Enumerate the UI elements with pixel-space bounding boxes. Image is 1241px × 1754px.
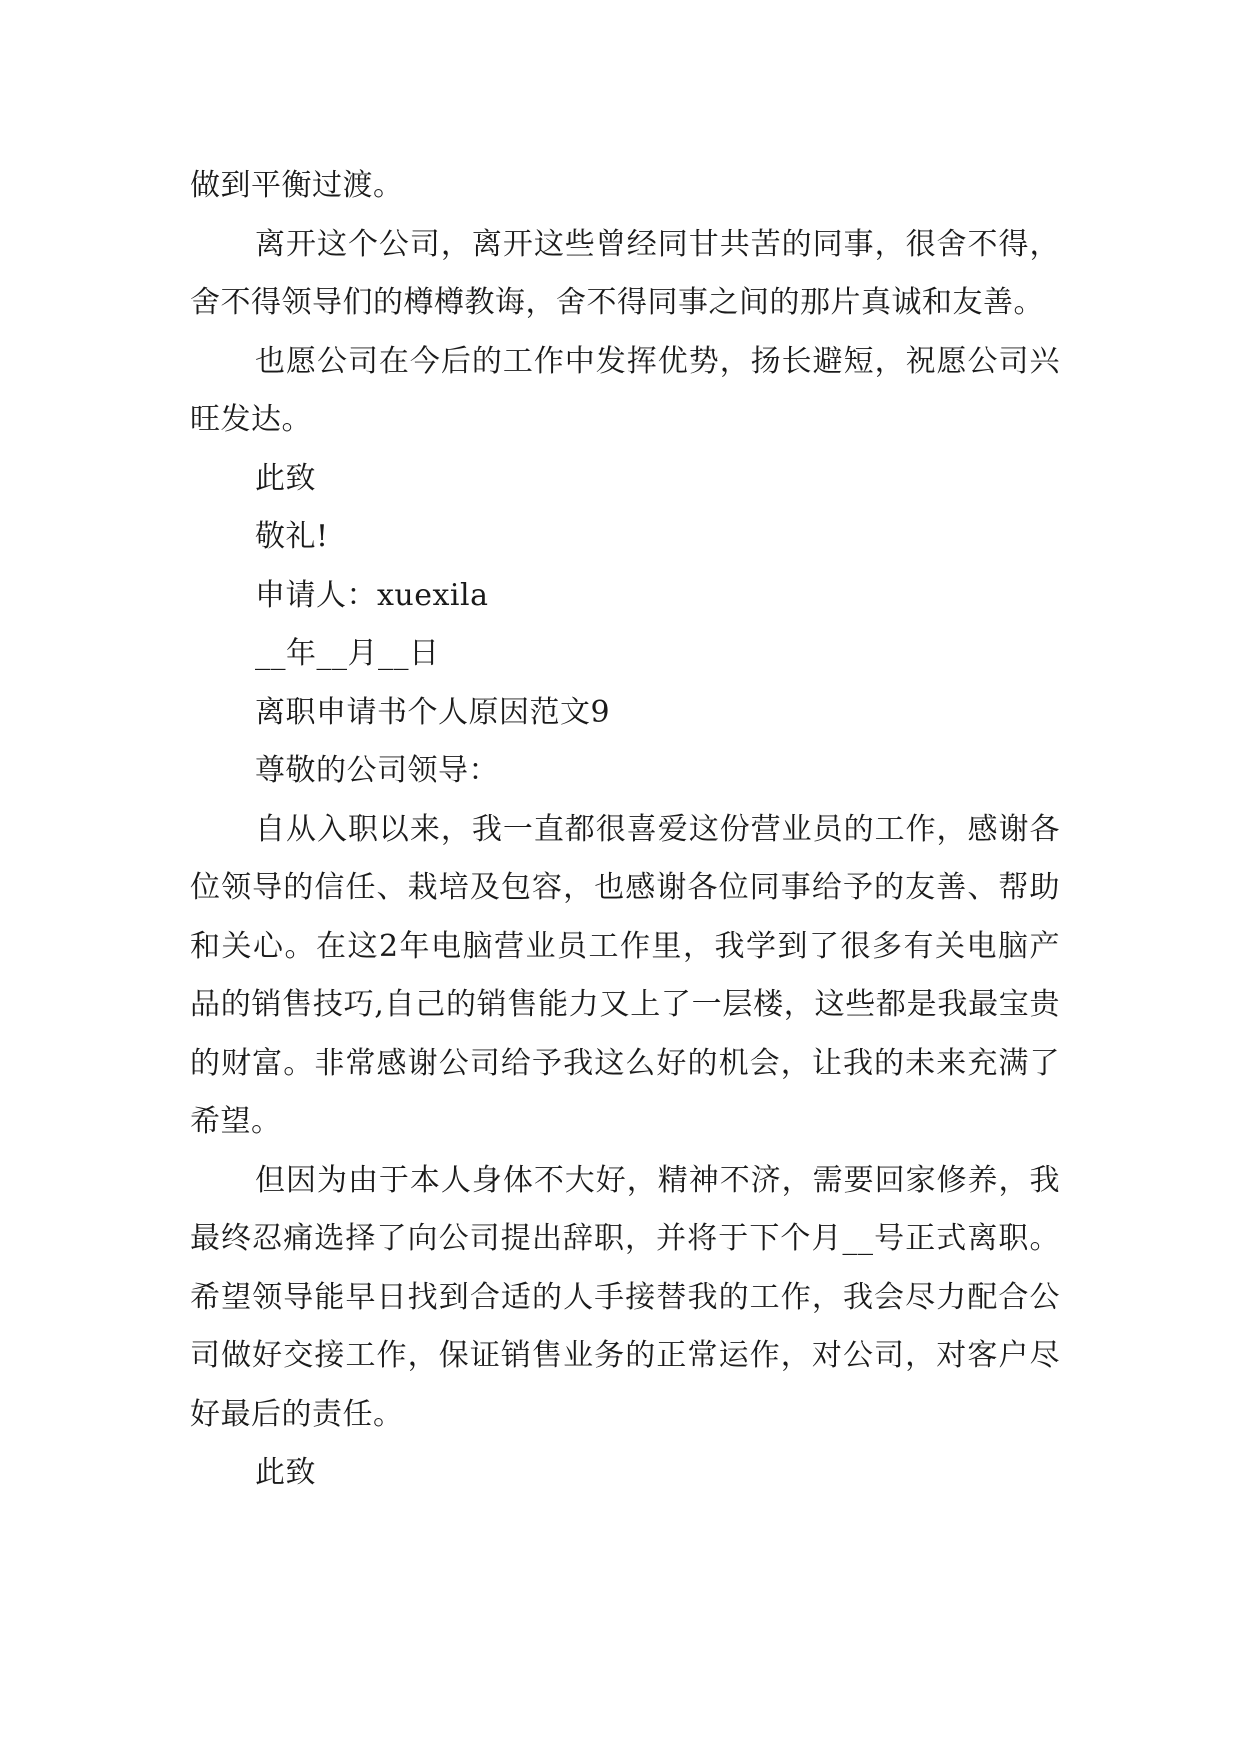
closing-salutation: 此致 <box>255 460 316 496</box>
paragraph-body-2: 但因为由于本人身体不大好，精神不济，需要回家修养，我最终忍痛选择了向公司提出辞职，并将于下个月__号正式离职。希望领导能早日找到合适的人手接替我的工作，我会尽力配合公司做好交接工作，保证销售业务的正常运作，对公司，对客户尽好最后的责任。 <box>190 1162 1060 1432</box>
document-page <box>190 157 1060 1503</box>
closing-respect: 敬礼! <box>255 519 329 554</box>
paragraph-2: 离开这个公司，离开这些曾经同甘共苦的同事，很舍不得，舍不得领导们的樽樽教诲，舍不得同事之间的那片真诚和友善。 <box>190 226 1060 320</box>
applicant-line: 申请人：xuexila <box>255 577 489 613</box>
greeting: 尊敬的公司领导： <box>255 753 499 788</box>
date-line: __年__月__日 <box>255 636 440 671</box>
section-title: 离职申请书个人原因范文9 <box>255 694 611 730</box>
closing-salutation-2: 此致 <box>255 1455 316 1490</box>
paragraph-body-1: 自从入职以来，我一直都很喜爱这份营业员的工作，感谢各位领导的信任、栽培及包容，也感谢各位同事给予的友善、帮助和关心。在这2年电脑营业员工作里，我学到了很多有关电脑产品的销售技巧,自己的销售能力又上了一层楼，这些都是我最宝贵的财富。非常感谢公司给予我这么好的机会，让我的未来充满了希望。 <box>190 811 1060 1139</box>
paragraph-3: 也愿公司在今后的工作中发挥优势，扬长避短，祝愿公司兴旺发达。 <box>190 343 1060 437</box>
paragraph-1: 做到平衡过渡。 <box>190 168 404 203</box>
